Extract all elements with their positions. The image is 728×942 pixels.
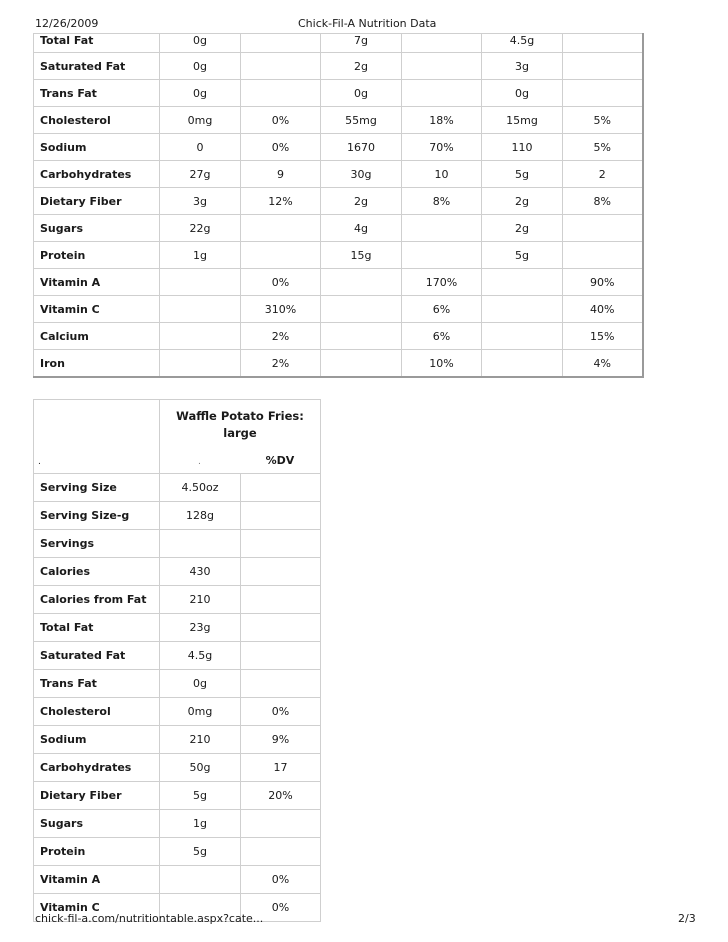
dv-column-header: %DV (265, 454, 295, 467)
value-cell (482, 296, 563, 323)
value-cell (241, 53, 321, 80)
value-cell: 4.5g (160, 642, 241, 670)
value-cell: 6% (402, 296, 482, 323)
nutrient-label: Trans Fat (34, 670, 160, 698)
value-cell: 9% (241, 726, 321, 754)
nutrient-label: Carbohydrates (34, 161, 160, 188)
value-cell: 0g (160, 34, 241, 53)
value-cell: 7g (321, 34, 402, 53)
value-cell: 12% (241, 188, 321, 215)
value-cell: 110 (482, 134, 563, 161)
value-cell (563, 53, 643, 80)
value-cell (402, 242, 482, 269)
nutrient-label: Vitamin A (34, 866, 160, 894)
value-cell: 2 (563, 161, 643, 188)
nutrient-label: Trans Fat (34, 80, 160, 107)
value-cell: 2g (321, 188, 402, 215)
value-cell: 90% (563, 269, 643, 296)
nutrient-label: Vitamin C (34, 894, 160, 922)
value-cell (160, 350, 241, 378)
nutrient-label: Sodium (34, 726, 160, 754)
nutrient-label: Calories from Fat (34, 586, 160, 614)
value-cell: 0% (241, 698, 321, 726)
value-cell: 8% (402, 188, 482, 215)
value-cell: 30g (321, 161, 402, 188)
table-row (34, 614, 321, 642)
nutrient-label: Serving Size (34, 474, 160, 502)
value-cell: 18% (402, 107, 482, 134)
nutrient-label: Total Fat (34, 614, 160, 642)
table-row (34, 53, 643, 80)
value-cell (160, 296, 241, 323)
nutrient-label: Iron (34, 350, 160, 378)
value-cell: 1g (160, 810, 241, 838)
value-cell: 4.5g (482, 34, 563, 53)
table-header-row (34, 400, 321, 474)
page-title: Chick-Fil-A Nutrition Data (298, 17, 437, 30)
value-cell (563, 34, 643, 53)
value-cell (160, 866, 241, 894)
value-cell: 430 (160, 558, 241, 586)
value-cell (241, 80, 321, 107)
value-cell: 0% (241, 894, 321, 922)
nutrient-label: Saturated Fat (34, 53, 160, 80)
table-row (34, 107, 643, 134)
nutrient-label: Cholesterol (34, 698, 160, 726)
value-cell (241, 810, 321, 838)
table-row (34, 242, 643, 269)
table-row (34, 670, 321, 698)
value-cell: 15% (563, 323, 643, 350)
nutrient-label: Total Fat (34, 34, 160, 53)
value-cell: 4.50oz (160, 474, 241, 502)
table-row (34, 161, 643, 188)
value-cell: 2g (482, 188, 563, 215)
value-cell (241, 474, 321, 502)
value-cell: 27g (160, 161, 241, 188)
value-cell: 2g (482, 215, 563, 242)
value-cell: 15mg (482, 107, 563, 134)
value-cell (402, 215, 482, 242)
value-cell (402, 53, 482, 80)
nutrient-label: Saturated Fat (34, 642, 160, 670)
page-url: chick-fil-a.com/nutritiontable.aspx?cate... (35, 912, 264, 925)
table-row (34, 134, 643, 161)
table-row (34, 296, 643, 323)
nutrient-label: Calcium (34, 323, 160, 350)
table-row (34, 782, 321, 810)
value-cell: 2% (241, 323, 321, 350)
value-cell (241, 614, 321, 642)
item-name: Waffle Potato Fries: large (176, 409, 304, 440)
value-cell (241, 34, 321, 53)
value-cell (482, 323, 563, 350)
value-cell: 0g (482, 80, 563, 107)
value-cell (321, 323, 402, 350)
value-cell (241, 530, 321, 558)
value-cell: 6% (402, 323, 482, 350)
table-row (34, 726, 321, 754)
value-cell: 5g (160, 782, 241, 810)
value-cell: 23g (160, 614, 241, 642)
table-row (34, 754, 321, 782)
value-cell: 2g (321, 53, 402, 80)
value-cell (160, 530, 241, 558)
page-number: 2/3 (678, 912, 696, 925)
header-dot: . (198, 457, 201, 467)
value-cell: 4g (321, 215, 402, 242)
nutrient-label: Protein (34, 838, 160, 866)
nutrient-label: Vitamin C (34, 296, 160, 323)
value-cell: 10 (402, 161, 482, 188)
nutrient-label: Dietary Fiber (34, 782, 160, 810)
item-header-cell (160, 400, 321, 474)
header-dot: . (38, 457, 41, 467)
value-cell: 310% (241, 296, 321, 323)
value-cell: 5g (482, 242, 563, 269)
table-row (34, 642, 321, 670)
value-cell: 55mg (321, 107, 402, 134)
print-date: 12/26/2009 (35, 17, 99, 30)
nutrient-label: Sugars (34, 810, 160, 838)
value-cell (563, 80, 643, 107)
value-cell: 0g (160, 670, 241, 698)
value-cell: 1g (160, 242, 241, 269)
value-cell: 22g (160, 215, 241, 242)
value-cell (563, 242, 643, 269)
value-cell: 9 (241, 161, 321, 188)
value-cell: 0g (321, 80, 402, 107)
value-cell: 17 (241, 754, 321, 782)
value-cell: 0% (241, 866, 321, 894)
value-cell (482, 269, 563, 296)
table-row (34, 698, 321, 726)
value-cell: 0g (160, 53, 241, 80)
value-cell (241, 838, 321, 866)
table-row (34, 188, 643, 215)
waffle-fries-nutrition-table (33, 399, 321, 922)
value-cell: 40% (563, 296, 643, 323)
value-cell: 0mg (160, 698, 241, 726)
value-cell (563, 215, 643, 242)
value-cell (321, 350, 402, 378)
value-cell: 210 (160, 726, 241, 754)
table-row (34, 80, 643, 107)
value-cell: 50g (160, 754, 241, 782)
value-cell (241, 586, 321, 614)
header-label-cell (34, 400, 160, 474)
value-cell: 2% (241, 350, 321, 378)
table-row (34, 269, 643, 296)
table-row (34, 530, 321, 558)
table-row (34, 866, 321, 894)
nutrient-label: Protein (34, 242, 160, 269)
value-cell (241, 558, 321, 586)
table-row (34, 810, 321, 838)
value-cell: 3g (482, 53, 563, 80)
table-row (34, 502, 321, 530)
nutrient-label: Calories (34, 558, 160, 586)
value-cell (482, 350, 563, 378)
value-cell: 8% (563, 188, 643, 215)
value-cell: 3g (160, 188, 241, 215)
value-cell: 15g (321, 242, 402, 269)
nutrient-label: Serving Size-g (34, 502, 160, 530)
value-cell: 0 (160, 134, 241, 161)
nutrient-label: Sugars (34, 215, 160, 242)
nutrient-label: Cholesterol (34, 107, 160, 134)
nutrition-table-continued (33, 33, 644, 378)
value-cell (160, 269, 241, 296)
nutrient-label: Dietary Fiber (34, 188, 160, 215)
value-cell: 0% (241, 107, 321, 134)
value-cell: 1670 (321, 134, 402, 161)
nutrient-label: Servings (34, 530, 160, 558)
value-cell: 5% (563, 107, 643, 134)
value-cell (402, 80, 482, 107)
value-cell: 0% (241, 134, 321, 161)
table-row (34, 558, 321, 586)
value-cell: 0% (241, 269, 321, 296)
value-cell (241, 215, 321, 242)
value-cell (321, 269, 402, 296)
value-cell (160, 323, 241, 350)
value-cell (402, 34, 482, 53)
value-cell: 20% (241, 782, 321, 810)
table-row (34, 586, 321, 614)
table-row (34, 34, 643, 53)
table-row (34, 323, 643, 350)
value-cell: 70% (402, 134, 482, 161)
value-cell: 5g (482, 161, 563, 188)
nutrient-label: Carbohydrates (34, 754, 160, 782)
value-cell: 128g (160, 502, 241, 530)
value-cell: 0mg (160, 107, 241, 134)
value-cell: 5g (160, 838, 241, 866)
table-row (34, 474, 321, 502)
value-cell (241, 242, 321, 269)
table-row (34, 838, 321, 866)
value-cell: 5% (563, 134, 643, 161)
table-row (34, 215, 643, 242)
value-cell: 170% (402, 269, 482, 296)
nutrient-label: Sodium (34, 134, 160, 161)
value-cell (241, 670, 321, 698)
nutrient-label: Vitamin A (34, 269, 160, 296)
value-cell: 10% (402, 350, 482, 378)
table-row (34, 350, 643, 378)
value-cell: 4% (563, 350, 643, 378)
value-cell (241, 502, 321, 530)
value-cell: 210 (160, 586, 241, 614)
value-cell (321, 296, 402, 323)
value-cell: 0g (160, 80, 241, 107)
value-cell (241, 642, 321, 670)
